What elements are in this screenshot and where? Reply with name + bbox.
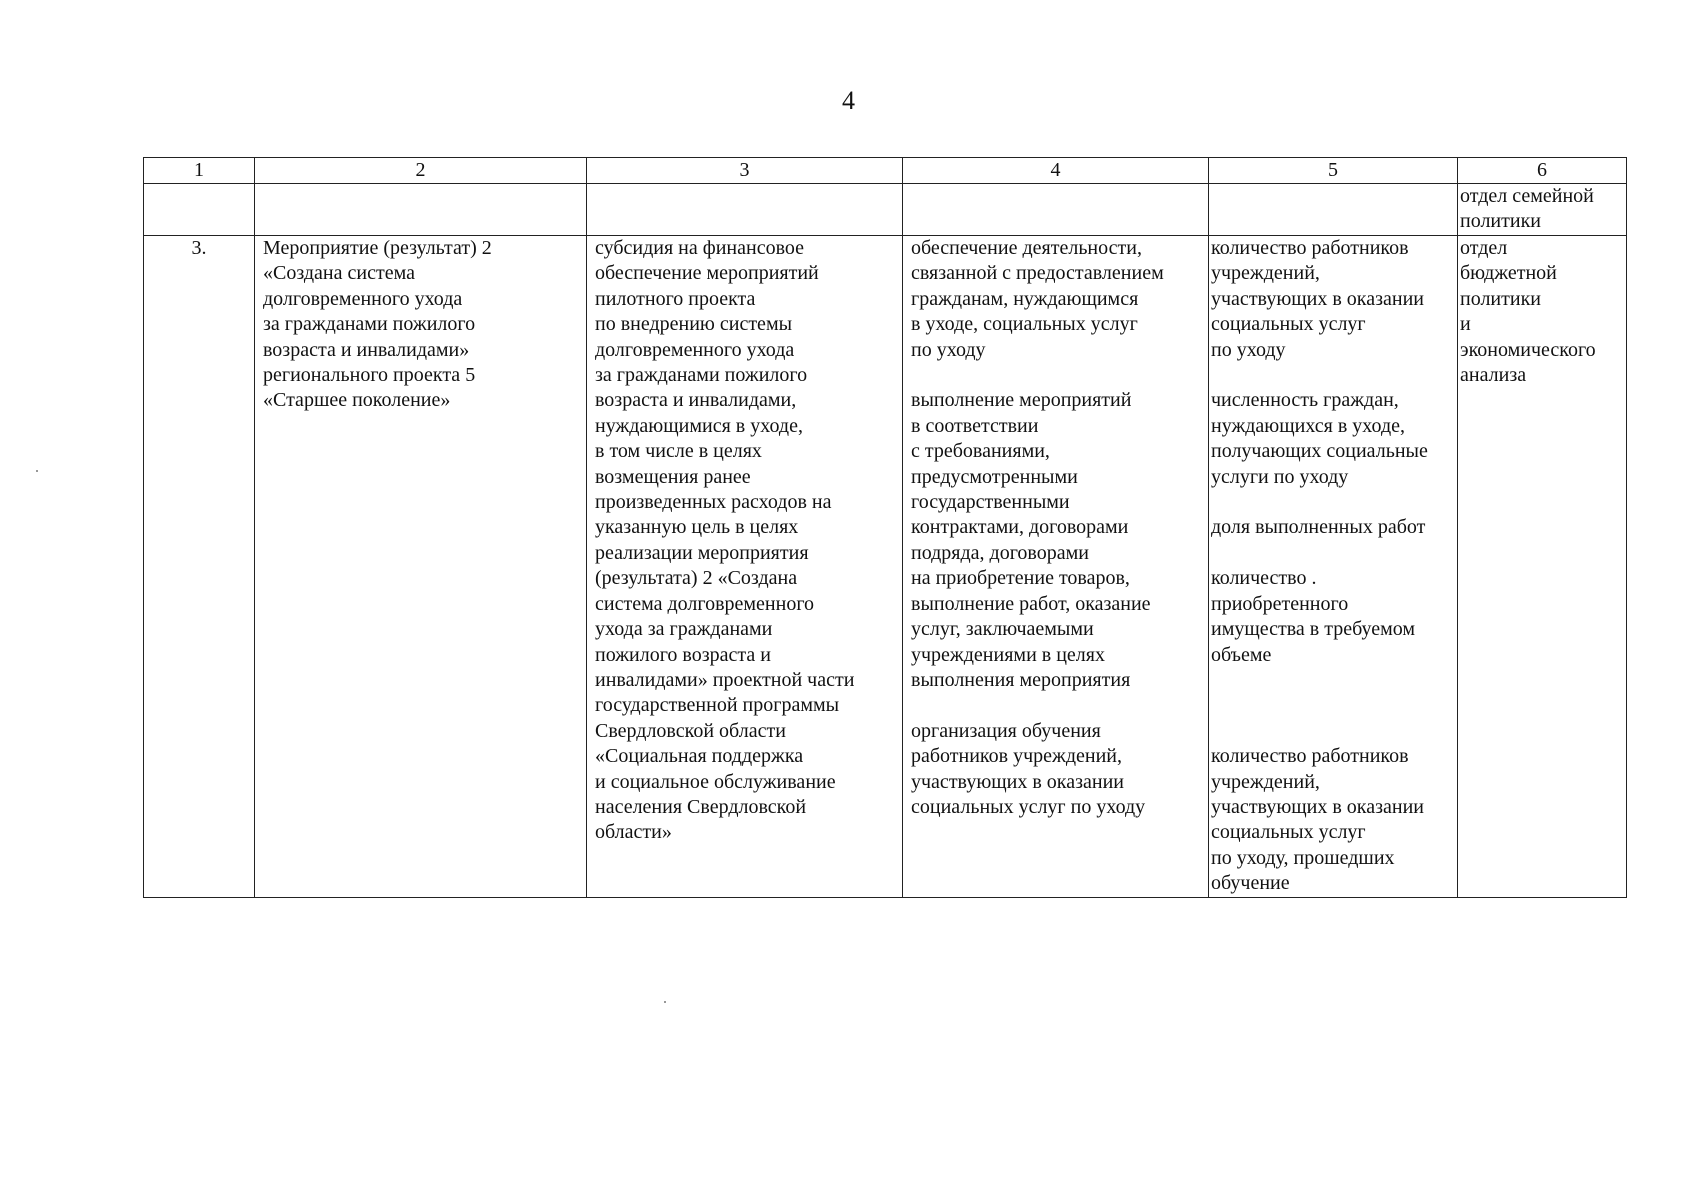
continuation-cell-3 <box>587 184 903 236</box>
continuation-row <box>144 184 1627 236</box>
row-number-cell: 3. <box>144 236 255 898</box>
continuation-responsible-cell: отдел семейной политики <box>1458 184 1627 236</box>
plan-table <box>143 157 1627 898</box>
scan-speck <box>36 470 38 472</box>
continuation-cell-1 <box>144 184 255 236</box>
scan-speck <box>664 1001 666 1003</box>
header-cell-3: 3 <box>587 158 903 184</box>
responsible-department-cell: отдел бюджетной политики и экономического анализа <box>1458 236 1627 898</box>
header-cell-1: 1 <box>144 158 255 184</box>
table-row <box>144 236 1627 898</box>
header-cell-5: 5 <box>1209 158 1458 184</box>
indicators-cell: количество работников учреждений, участвующих в оказании социальных услуг по уходу численность граждан, нуждающихся в уходе, получающих социальные услуги по уходу доля выполненных работ количество . приобретенного имущества в требуемом объеме количество работников учреждений, участвующих в оказании социальных услуг по уходу, прошедших обучение <box>1209 236 1458 898</box>
continuation-cell-5 <box>1209 184 1458 236</box>
header-cell-4: 4 <box>903 158 1209 184</box>
directions-cell: обеспечение деятельности, связанной с предоставлением гражданам, нуждающимся в уходе, социальных услуг по уходу выполнение мероприятий в соответствии с требованиями, предусмотренными государственными контрактами, договорами подряда, договорами на приобретение товаров, выполнение работ, оказание услуг, заключаемыми учреждениями в целях выполнения мероприятия организация обучения работников учреждений, участвующих в оказании социальных услуг по уходу <box>903 236 1209 898</box>
continuation-cell-4 <box>903 184 1209 236</box>
header-cell-2: 2 <box>255 158 587 184</box>
table-header-row <box>144 158 1627 184</box>
event-name-cell: Мероприятие (результат) 2 «Создана система долговременного ухода за гражданами пожилого возраста и инвалидами» регионального проекта 5 «Старшее поколение» <box>255 236 587 898</box>
header-cell-6: 6 <box>1458 158 1627 184</box>
subsidy-description-cell: субсидия на финансовое обеспечение мероприятий пилотного проекта по внедрению системы долговременного ухода за гражданами пожилого возраста и инвалидами, нуждающимися в уходе, в том числе в целях возмещения ранее произведенных расходов на указанную цель в целях реализации мероприятия (результата) 2 «Создана система долговременного ухода за гражданами пожилого возраста и инвалидами» проектной части государственной программы Свердловской области «Социальная поддержка и социальное обслуживание населения Свердловской области» <box>587 236 903 898</box>
page-number: 4 <box>842 86 855 115</box>
continuation-cell-2 <box>255 184 587 236</box>
